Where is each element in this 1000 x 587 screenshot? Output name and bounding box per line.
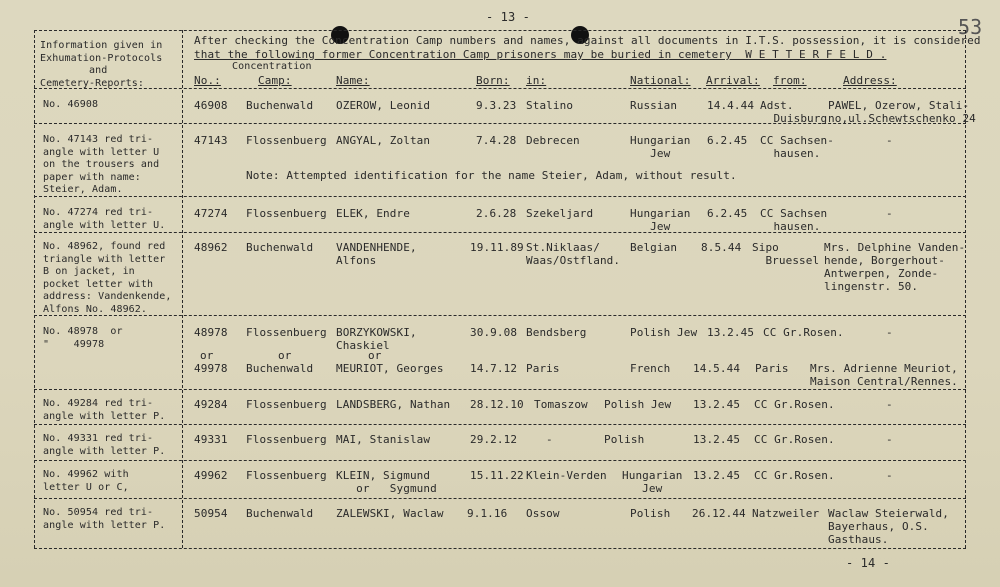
page-number-bottom: - 14 - <box>846 556 890 570</box>
row-camp: Flossenbuerg <box>246 398 327 411</box>
row-in: Bendsberg <box>526 326 587 339</box>
row-born: 14.7.12 <box>470 362 518 375</box>
row-born: 7.4.28 <box>476 134 517 147</box>
bottom-border <box>34 548 966 549</box>
row-born: 19.11.89 <box>470 241 524 254</box>
row-address: - <box>886 326 893 339</box>
row-from: CC Gr.Rosen. <box>754 469 835 482</box>
row-from: CC Gr.Rosen. <box>763 326 844 339</box>
row-born: 9.1.16 <box>467 507 508 520</box>
row-national: Russian <box>630 99 678 112</box>
header-camp-top: Concentration <box>232 61 312 72</box>
row-name: MEURIOT, Georges <box>336 362 444 375</box>
row-from: CC Gr.Rosen. <box>754 398 835 411</box>
header-from: from: <box>773 74 807 87</box>
row-separator <box>34 460 966 461</box>
row-no: 49331 <box>194 433 228 446</box>
row-separator <box>34 315 966 316</box>
row-left-info: No. 49962 with letter U or C, <box>43 469 129 493</box>
row-address: Waclaw Steierwald, Bayerhaus, O.S. Gasthaus. <box>828 507 950 546</box>
row-camp: Flossenbuerg <box>246 134 327 147</box>
row-arrival: 13.2.45 <box>693 469 741 482</box>
row-national: Polish <box>604 433 645 446</box>
row-arrival: 14.4.44 <box>707 99 755 112</box>
row-camp: Flossenbuerg <box>246 207 327 220</box>
row-address: - <box>886 469 893 482</box>
row-national: Belgian <box>630 241 678 254</box>
row-address: - <box>886 398 893 411</box>
row-national: Polish <box>630 507 671 520</box>
row-arrival: 14.5.44 <box>693 362 741 375</box>
row-name: OZEROW, Leonid <box>336 99 431 112</box>
row-born: 30.9.08 <box>470 326 518 339</box>
header-arrival: Arrival: <box>706 74 760 87</box>
row-or-marker: or <box>368 349 382 362</box>
row-address: - <box>886 207 893 220</box>
row-name: ANGYAL, Zoltan <box>336 134 431 147</box>
row-from: Natzweiler <box>752 507 820 520</box>
row-name: LANDSBERG, Nathan <box>336 398 451 411</box>
row-arrival: 26.12.44 <box>692 507 746 520</box>
row-left-info: No. 47274 red tri- angle with letter U. <box>43 207 166 231</box>
row-from: CC Sachsen hausen. <box>760 207 828 233</box>
page-number-top: - 13 - <box>486 10 530 24</box>
row-name: ZALEWSKI, Waclaw <box>336 507 444 520</box>
row-arrival: 6.2.45 <box>707 134 748 147</box>
corner-page-mark: 53 <box>958 15 983 39</box>
row-camp: Buchenwald <box>246 99 314 112</box>
row-separator <box>34 389 966 390</box>
row-born: 28.12.10 <box>470 398 524 411</box>
row-no: 48962 <box>194 241 228 254</box>
top-border <box>34 30 966 31</box>
row-arrival: 8.5.44 <box>701 241 742 254</box>
row-or-marker: or <box>278 349 292 362</box>
row-separator <box>34 498 966 499</box>
row-left-info: No. 48962, found red triangle with letter B on jacket, in pocket letter with address: Vandenkende, Alfons No. 48962. <box>43 241 172 315</box>
row-no: 49284 <box>194 398 228 411</box>
row-in: Debrecen <box>526 134 580 147</box>
row-in: Stalino <box>526 99 574 112</box>
row-note: Note: Attempted identification for the name Steier, Adam, without result. <box>246 169 737 182</box>
column-divider <box>182 30 183 548</box>
intro-line-2: that the following former Concentration Camp prisoners may be buried in cemetery W E T T E R F E L D . <box>194 48 887 61</box>
row-no: 46908 <box>194 99 228 112</box>
row-national: Hungarian Jew <box>630 207 691 233</box>
row-arrival: 13.2.45 <box>693 398 741 411</box>
header-address: Address: <box>843 74 897 87</box>
header-no: No.: <box>194 74 221 87</box>
row-from: CC Sachsen- hausen. <box>760 134 834 160</box>
row-or-marker: or <box>200 349 214 362</box>
row-left-info: No. 49284 red tri- angle with letter P. <box>43 398 166 422</box>
row-national: Polish Jew <box>604 398 672 411</box>
row-left-info: No. 50954 red tri- angle with letter P. <box>43 507 166 531</box>
row-national: Polish Jew <box>630 326 698 339</box>
row-born: 29.2.12 <box>470 433 518 446</box>
row-in: Klein-Verden <box>526 469 607 482</box>
row-name: ELEK, Endre <box>336 207 410 220</box>
row-name: BORZYKOWSKI, Chaskiel <box>336 326 417 352</box>
row-separator <box>34 88 966 89</box>
row-camp: Buchenwald <box>246 507 314 520</box>
row-national: Hungarian Jew <box>622 469 683 495</box>
row-in: - <box>546 433 553 446</box>
row-no: 50954 <box>194 507 228 520</box>
row-born: 2.6.28 <box>476 207 517 220</box>
header-camp: Camp: <box>258 74 292 87</box>
row-born: 15.11.22 <box>470 469 524 482</box>
row-left-info: No. 46908 <box>43 99 99 110</box>
header-name: Name: <box>336 74 370 87</box>
row-in: Paris <box>526 362 560 375</box>
row-in: Szekeljard <box>526 207 594 220</box>
row-camp: Buchenwald <box>246 362 314 375</box>
row-arrival: 13.2.45 <box>693 433 741 446</box>
row-arrival: 13.2.45 <box>707 326 755 339</box>
row-in: Ossow <box>526 507 560 520</box>
row-camp: Flossenbuerg <box>246 326 327 339</box>
row-camp: Flossenbuerg <box>246 433 327 446</box>
row-address: PAWEL, Ozerow, Stali- no,ul.Schewtschenko 24 <box>828 99 976 125</box>
row-address: Mrs. Adrienne Meuriot, Maison Central/Rennes. <box>810 362 958 388</box>
row-camp: Flossenbuerg <box>246 469 327 482</box>
row-from: Paris <box>755 362 789 375</box>
row-left-info: No. 48978 or " 49978 <box>43 326 123 350</box>
row-left-info: No. 47143 red tri- angle with letter U on the trousers and paper with name: Steier, Adam. <box>43 134 160 195</box>
row-separator <box>34 424 966 425</box>
row-separator <box>34 196 966 197</box>
row-name: KLEIN, Sigmund or Sygmund <box>336 469 437 495</box>
row-camp: Buchenwald <box>246 241 314 254</box>
row-from: Adst. Duisburg <box>760 99 828 125</box>
left-column-header: Information given in Exhumation-Protocols and Cemetery-Reports: <box>40 40 163 89</box>
row-no: 49962 <box>194 469 228 482</box>
row-address: Mrs. Delphine Vanden- hende, Borgerhout- Antwerpen, Zonde- lingenstr. 50. <box>824 241 966 293</box>
row-born: 9.3.23 <box>476 99 517 112</box>
row-in: St.Niklaas/ Waas/Ostfland. <box>526 241 621 267</box>
row-in: Tomaszow <box>534 398 588 411</box>
row-address: - <box>886 134 893 147</box>
row-arrival: 6.2.45 <box>707 207 748 220</box>
row-no: 47274 <box>194 207 228 220</box>
intro-line-1: After checking the Concentration Camp numbers and names, against all documents in I.T.S. possession, it is considered <box>194 34 981 47</box>
row-address: - <box>886 433 893 446</box>
header-in: in: <box>526 74 547 87</box>
row-name: VANDENHENDE, Alfons <box>336 241 417 267</box>
row-left-info: No. 49331 red tri- angle with letter P. <box>43 433 166 457</box>
header-born: Born: <box>476 74 510 87</box>
row-no: 47143 <box>194 134 228 147</box>
row-national: Hungarian Jew <box>630 134 691 160</box>
row-no: 49978 <box>194 362 228 375</box>
row-from: CC Gr.Rosen. <box>754 433 835 446</box>
header-national: National: <box>630 74 691 87</box>
row-national: French <box>630 362 671 375</box>
row-name: MAI, Stanislaw <box>336 433 431 446</box>
left-border <box>34 30 35 548</box>
row-no: 48978 <box>194 326 228 339</box>
row-from: Sipo Bruessel <box>752 241 820 267</box>
